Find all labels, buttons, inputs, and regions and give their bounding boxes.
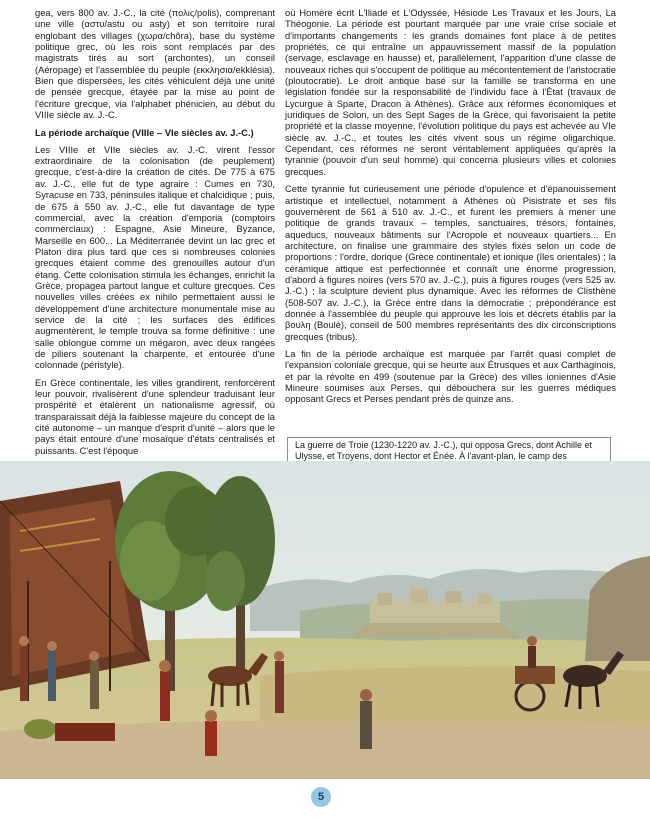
paragraph-homer-crisis: où Homère écrit L'Iliade et L'Odyssée, Hésiode Les Travaux et les Jours, La Théogonie. La période est pourtant marquée par une vraie crise sociale et d'importants changements : les grands domaines font place à de petites propriétés, ce qui entraîne un appauvrissement massif de la population (servage, esclavage en hausse) et, parallèlement, l'apparition d'une classe de nouveaux riches qui s'occupent de politique au mécontentement de l'aristocratie (ploutocratie). Le droit antique basé sur la famille se transforma en une législation fondée sur la responsabilité de l'individu face à l'État (travaux de Lycurgue à Sparte, Dracon à Athènes). Grâce aux réformes économiques et juridiques de Solon, un des Sept Sages de la Grèce, qui favorisaient la petite propriété et la classe moyenne, l'évolution politique du pays est achevée au VIe siècle av. J.-C., et toutes les cités vivent sous un régime oligarchique. Cependant, ces réformes ne seront véritablement appliquées qu'après la tyrannie (pouvoir d'un seul homme) qui concerna plusieurs villes et colonies grecques. [285, 8, 616, 177]
bronze-shield [24, 719, 56, 739]
section-heading-archaic-period: La période archaïque (VIIIe – VIe siècles av. J.-C.) [35, 127, 254, 139]
illustration-caption: La guerre de Troie (1230-1220 av. J.-C.), qui opposa Grecs, dont Achille et Ulysse, et Troyens, dont Hector et Énée. À l'avant-plan, le camp des [287, 437, 611, 476]
paragraph-continental-greece: En Grèce continentale, les villes grandirent, renforcèrent leur pouvoir, rivalisèrent d'une splendeur traduisant leur prospérité et étalèrent un nationalisme agressif, où transparaissait déjà la faiblesse majeure du concept de la cité autonome – un manque d'esprit d'unité – alors que le pays était entouré d'une mosaïque d'états centralisés et puissants. C'est l'époque [35, 377, 275, 456]
left-text-column [35, 8, 275, 457]
right-text-column [285, 8, 616, 406]
paragraph-end-archaic: La fin de la période archaïque est marquée par l'arrêt quasi complet de l'expansion coloniale grecque, qui se heurte aux Étrusques et aux Carthaginois, et par la révolte en 499 (soutenue par la Grèce) des villes ioniennes d'Asie Mineure soumises aux Perses, qui débouchera sur les guerres médiques opposant Grecs et Perses pendant près de quinze ans. [285, 348, 616, 405]
paragraph-colonisation: Les VIIIe et VIIe siècles av. J.-C. virent l'essor extraordinaire de la colonisation (de peuplement) grecque, c'est-à-dire la création de cités. De 775 à 675 av. J.-C., elle fut de type agraire : Cumes en 730, Syracuse en 733, péninsules italique et chalcidique ; puis, de 675 à 550 av. J.-C., elle fut davantage de type commercial, avec la création d'emporia (comptoirs commerciaux) : Espagne, Asie Mineure, Byzance, Marseille en 600... La Méditerranée devint un lac grec et Platon dira plus tard que ces si nombreuses colonies grecques étaient comme des grenouilles autour d'un étang. Cette colonisation stimula les échanges, enrichit la Grèce, propagea partout langue et culture grecques. Ces nouvelles villes créées ex nihilo permettaient aussi le développement d'une architecture monumentale mise au service de la cité ; les surfaces des édifices augmentèrent, le temple trouva sa forme définitive : une salle oblongue comme un mégaron, avec deux rangées de piliers soutenant la charpente, et entourée d'une colonnade (péristyle). [35, 144, 275, 371]
paragraph-cities: gea, vers 800 av. J.-C., la cité (πολις/polis), comprenant une ville (αστυ/astu ou asty) et son territoire rural englobant des villages (χωρα/chôra), base du système politique grec, où les rois sont remplacés par des magistrats tirés au sort (archontes), un conseil (Aéropage) et l'assemblée du peuple (εκκλησια/ekklésia). Bien que dispersées, les cités véhiculent déjà une unité de pensée grecque, étayée par la mise au point de l'écriture grecque, via l'alphabet phénicien, au début du VIIIe siècle av. J.-C. [35, 8, 275, 121]
page-number-badge: 5 [311, 787, 331, 807]
paragraph-tyranny: Cette tyrannie fut curieusement une période d'opulence et d'épanouissement artistique et intellectuel, notamment à Athènes où Pisistrate et ses fils gouvernèrent de 561 à 510 av. J.-C., et furent les premiers à mener une politique de grands travaux – temples, sanctuaires, trésors, fontaines, aqueducs, nouveaux bâtiments sur l'Acropole et nouveaux quartiers... En architecture, on finalise une grammaire des styles fixés selon un code de proportions : l'ordre, dorique (Grèce continentale) et ionique (îles orientales) ; la céramique attique est perfectionnée et connaît une énorme progression, d'abord à figures noires (vers 570 av. J.-C.), puis à figures rouges (vers 525 av. J.-C.) ; la sculpture devient plus dynamique. Avec les réformes de Clisthène (508-507 av. J.-C.), la Grèce entre dans la démocratie ; prépondérance est donnée à l'assemblée du peuple qui approuve les lois et décrets établis par la βουλη (Boulè), conseil de 500 membres représentants des dix circonscriptions grecques (tribus). [285, 184, 616, 342]
trojan-war-illustration [0, 461, 650, 779]
rug [55, 723, 115, 741]
